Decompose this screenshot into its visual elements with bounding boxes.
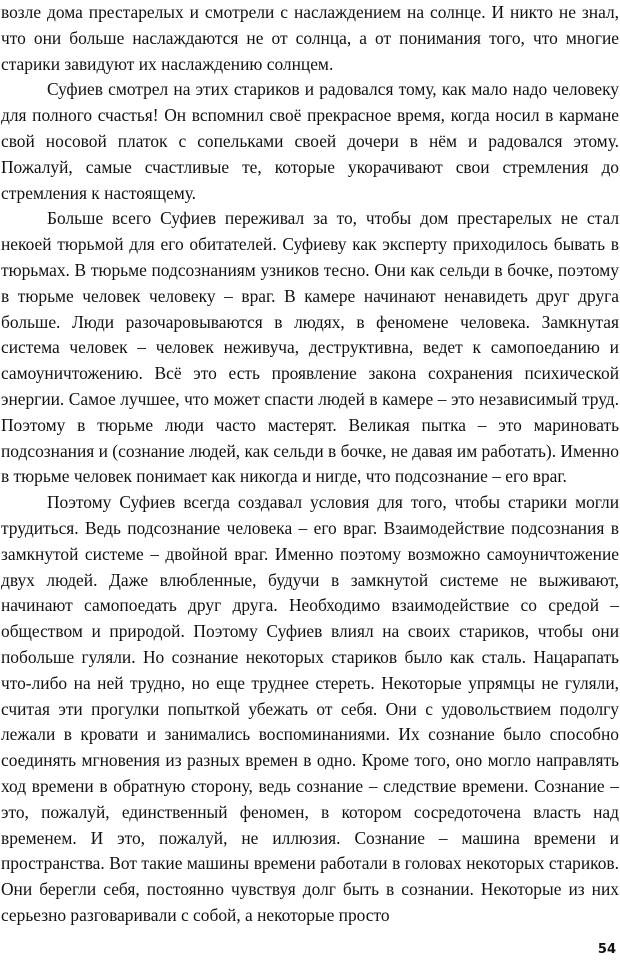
body-text xyxy=(1,0,619,929)
paragraph-1: возле дома престарелых и смотрели с наслаждением на солнце. И никто не знал, что они больше наслаждаются не от солнца, а от понимания того, что многие старики завидуют их наслаждению солнцем. xyxy=(1,2,619,74)
paragraph-4: Поэтому Суфиев всегда создавал условия для того, чтобы старики могли трудиться. Ведь подсознание человека – его враг. Взаимодействие подсознания в замкнутой системе – двойной враг. Именно поэтому возможно самоуничтожение двух людей. Даже влюбленные, будучи в замкнутой системе не выживают, начинают самопоедать друг друга. Необходимо взаимодействие со средой – обществом и природой. Поэтому Суфиев влиял на своих стариков, чтобы они побольше гуляли. Но сознание некоторых стариков было как сталь. Нацарапать что-либо на ней трудно, но еще труднее стереть. Некоторые упрямцы не гуляли, считая эти прогулки попыткой убежать от себя. Они с удовольствием подолгу лежали в кровати и занимались воспоминаниями. Их сознание было способно соединять мгновения из разных времен в одно. Кроме того, оно могло направлять ход времени в обратную сторону, ведь сознание – следствие времени. Сознание – это, пожалуй, единственный феномен, в котором сосредоточена власть над временем. И это, пожалуй, не иллюзия. Сознание – машина времени и пространства. Вот такие машины времени работали в головах некоторых стариков. Они берегли себя, постоянно чувствуя долг быть в сознании. Некоторые из них серьезно разговаривали с собой, а некоторые просто xyxy=(1,492,619,925)
paragraph-2: Суфиев смотрел на этих стариков и радовался тому, как мало надо человеку для полного счастья! Он вспомнил своё прекрасное время, когда носил в кармане свой носовой платок с сопельками своей дочери в нём и радовался этому. Пожалуй, самые счастливые те, которые укорачивают свои стремления до стремления к настоящему. xyxy=(1,79,619,203)
page-number: 54 xyxy=(597,942,616,957)
paragraph-3: Больше всего Суфиев переживал за то, чтобы дом престарелых не стал некоей тюрьмой для его обитателей. Суфиеву как эксперту приходилось бывать в тюрьмах. В тюрьме подсознаниям узников тесно. Они как сельди в бочке, поэтому в тюрьме человек человеку – враг. В камере начинают ненавидеть друг друга больше. Люди разочаровываются в людях, в феномене человека. Замкнутая система человек – человек неживуча, деструктивна, ведет к самопоеданию и самоуничтожению. Всё это есть проявление закона сохранения психической энергии. Самое лучшее, что может спасти людей в камере – это независимый труд. Поэтому в тюрьме люди часто мастерят. Великая пытка – это мариновать подсознания и (сознание людей, как сельди в бочке, не давая им работать). Именно в тюрьме человек понимает как никогда и нигде, что подсознание – его враг. xyxy=(1,208,619,487)
